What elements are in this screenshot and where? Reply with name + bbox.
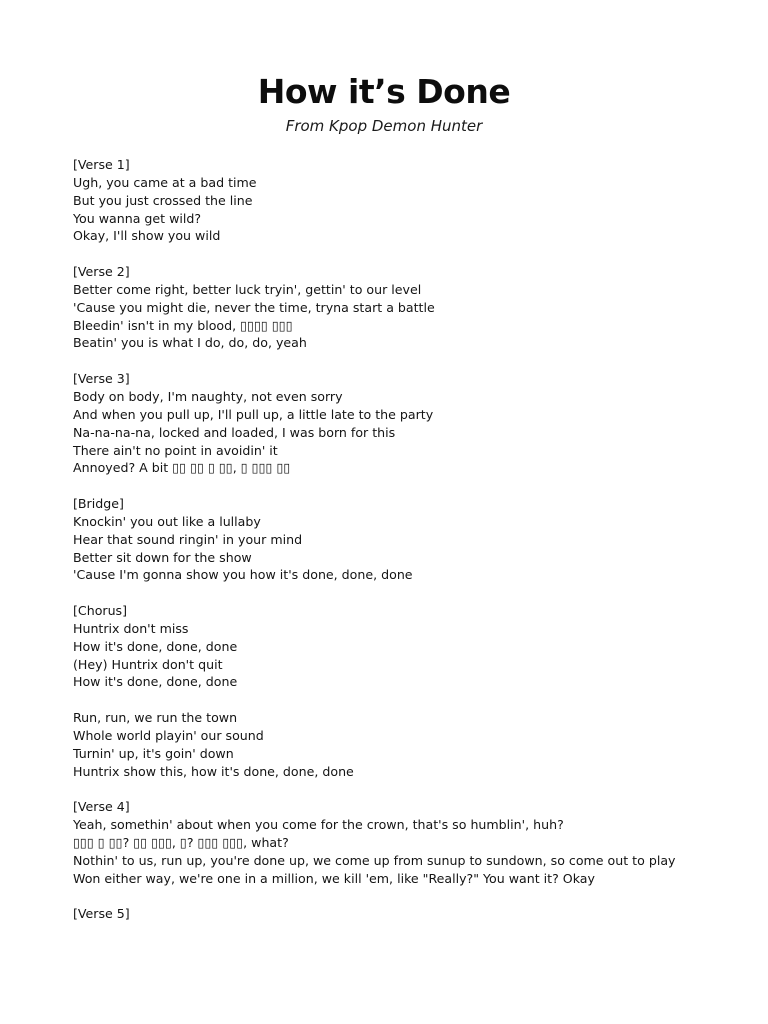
- section-gap: [73, 888, 713, 906]
- section-header: [Bridge]: [73, 496, 124, 512]
- lyric-line: You wanna get wild?: [73, 210, 202, 226]
- lyric-line: And when you pull up, I'll pull up, a little late to the party: [73, 406, 434, 422]
- section-gap: [73, 477, 713, 495]
- lyric-line: Body on body, I'm naughty, not even sorry: [73, 388, 343, 404]
- lyric-line: 'Cause you might die, never the time, tryna start a battle: [73, 299, 435, 315]
- lyric-line: ▯▯▯ ▯ ▯▯? ▯▯ ▯▯▯, ▯? ▯▯▯ ▯▯▯, what?: [73, 835, 289, 851]
- section-header: [Verse 3]: [73, 371, 130, 387]
- lyric-line: Nothin' to us, run up, you're done up, we come up from sunup to sundown, so come out to play: [73, 852, 676, 868]
- lyric-line: Hear that sound ringin' in your mind: [73, 531, 303, 547]
- lyric-line: Bleedin' isn't in my blood, ▯▯▯▯ ▯▯▯: [73, 317, 293, 333]
- section-header: [Verse 5]: [73, 906, 130, 922]
- section-gap: [73, 352, 713, 370]
- lyric-line: Better come right, better luck tryin', gettin' to our level: [73, 281, 422, 297]
- lyric-line: Whole world playin' our sound: [73, 728, 264, 743]
- lyric-line: Better sit down for the show: [73, 549, 252, 565]
- section-gap: [73, 691, 713, 709]
- lyric-line: Yeah, somethin' about when you come for the crown, that's so humblin', huh?: [73, 817, 564, 833]
- lyric-line: Knockin' you out like a lullaby: [73, 513, 261, 529]
- lyric-line: Ugh, you came at a bad time: [73, 174, 257, 190]
- lyric-line: Na-na-na-na, locked and loaded, I was born for this: [73, 424, 396, 440]
- section-gap: [73, 584, 713, 602]
- lyric-line: Run, run, we run the town: [73, 710, 238, 726]
- lyric-line: How it's done, done, done: [73, 674, 238, 690]
- section-header: [Verse 2]: [73, 264, 130, 280]
- section-gap: [73, 781, 713, 799]
- lyric-line: But you just crossed the line: [73, 192, 253, 208]
- lyrics-body: [73, 156, 713, 923]
- document-title: How it’s Done: [257, 72, 511, 111]
- section-header: [Chorus]: [73, 603, 128, 619]
- lyric-line: (Hey) Huntrix don't quit: [73, 656, 223, 672]
- lyric-line: Huntrix show this, how it's done, done, done: [73, 763, 354, 779]
- lyric-line: Turnin' up, it's goin' down: [73, 745, 234, 761]
- lyric-line: How it's done, done, done: [73, 638, 238, 654]
- section-header: [Verse 1]: [73, 157, 130, 172]
- lyric-line: Won either way, we're one in a million, we kill 'em, like "Really?" You want it? Okay: [73, 870, 595, 886]
- section-header: [Verse 4]: [73, 799, 130, 815]
- lyric-line: Beatin' you is what I do, do, do, yeah: [73, 335, 307, 351]
- lyric-line: Annoyed? A bit ▯▯ ▯▯ ▯ ▯▯, ▯ ▯▯▯ ▯▯: [73, 460, 291, 476]
- document-subtitle: From Kpop Demon Hunter: [285, 117, 483, 135]
- lyric-line: 'Cause I'm gonna show you how it's done, done, done: [73, 567, 413, 583]
- lyric-line: There ain't no point in avoidin' it: [73, 442, 278, 458]
- lyric-line: Okay, I'll show you wild: [73, 228, 221, 244]
- section-gap: [73, 245, 713, 263]
- lyric-line: Huntrix don't miss: [73, 620, 189, 636]
